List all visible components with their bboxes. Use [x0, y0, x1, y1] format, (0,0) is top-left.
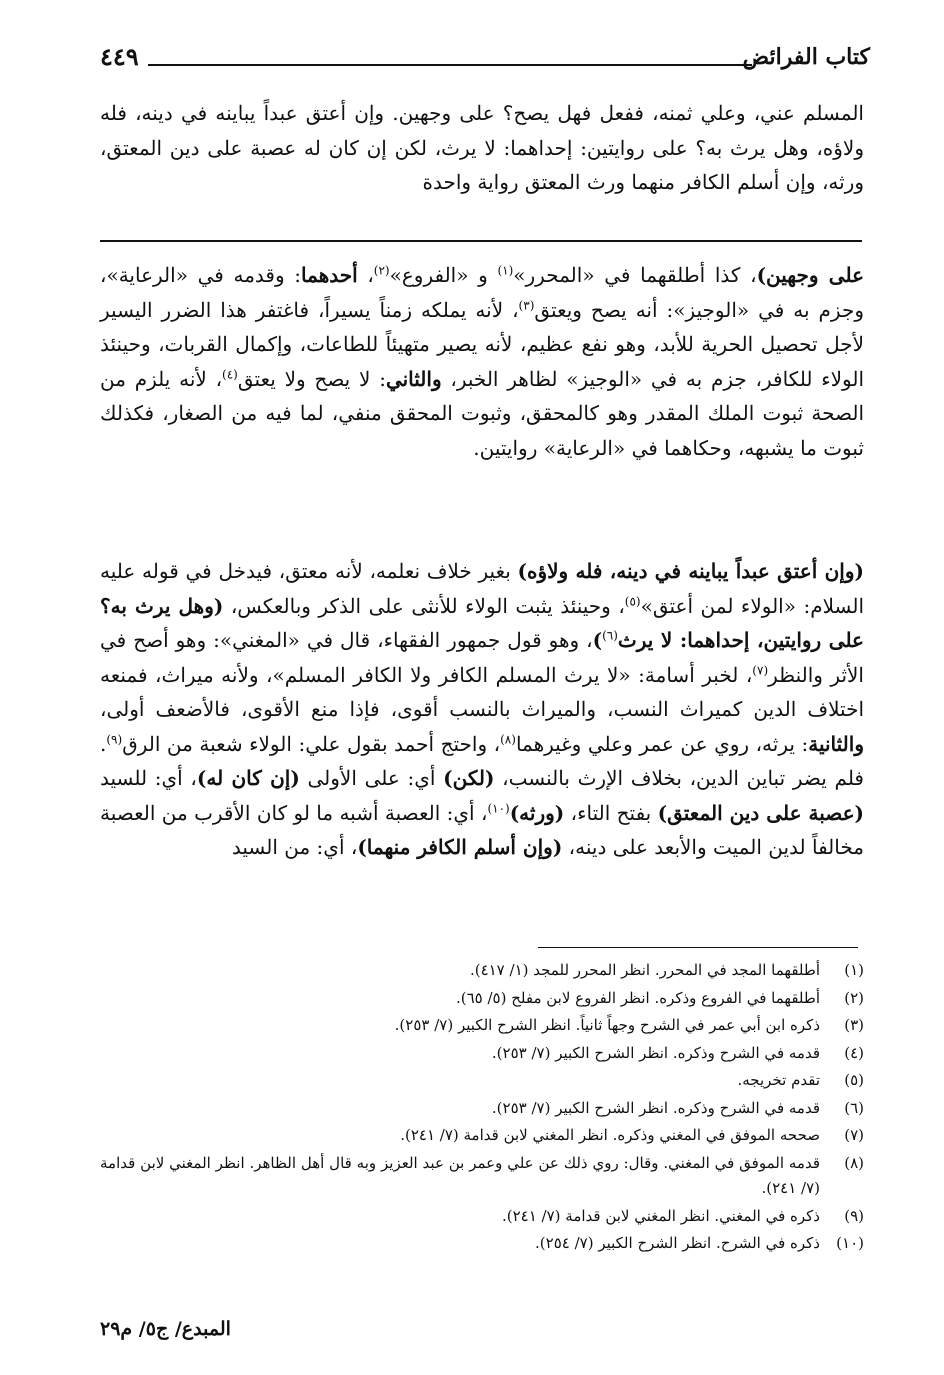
footnote-number: (١٠): [836, 1234, 864, 1252]
commentary-text: ، لخبر أسامة: «لا يرث المسلم الكافر ولا الكافر المسلم»، ولأنه ميراث، فمنعه اختلاف الدين كميراث النسب، والميراث بالنسب أقوى، فإذا منع الأقوى، فالأضعف أولى،: [100, 662, 864, 721]
page-header: [100, 40, 870, 80]
footnote-number: (٤): [844, 1043, 864, 1062]
footnote: [100, 1068, 864, 1094]
footnote-number: (٣): [844, 1016, 864, 1034]
header-rule: [148, 64, 752, 66]
quoted-matn: (إن كان له): [196, 766, 300, 790]
footnote: [100, 1123, 864, 1149]
footnote-text: أطلقهما في الفروع وذكره. انظر الفروع لابن مفلح (٥/ ٦٥).: [455, 988, 820, 1007]
commentary-text: ،: [357, 263, 374, 287]
commentary-text: بغير خلاف نعلمه، لأنه معتق، فيدخل في قوله عليه السلام: «الولاء لمن أعتق»: [100, 559, 864, 618]
footnote: [100, 1231, 864, 1257]
bold-term: والثاني: [385, 366, 442, 391]
footnote: [100, 986, 864, 1012]
commentary-text: ، لأنه يملكه زمناً يسيراً، فاغتفر هذا الضرر اليسير لأجل تحصيل الحرية للأبد، وهو نفع عظيم، لأنه يصير متهيئاً للطاعات، وإكمال القربات، وحينئذ الولاء للكافر، جزم به في «الوجيز» لظاهر الخبر،: [100, 297, 864, 391]
quoted-matn: (عصبة على دين المعتق): [657, 800, 865, 825]
footnote: [100, 1151, 864, 1202]
printer-signature: المبدع/ ج٥/ م٢٩: [100, 1318, 231, 1340]
footnote-number: (٦): [844, 1098, 864, 1117]
footnote-text: قدمه في الشرح وذكره. انظر الشرح الكبير (٧/ ٢٥٣).: [491, 1098, 820, 1117]
footnote-text: ذكره ابن أبي عمر في الشرح وجهاً ثانياً. انظر الشرح الكبير (٧/ ٢٥٣).: [394, 1016, 820, 1034]
footnote-ref: (٨): [500, 731, 516, 746]
footnote-ref: (١٠): [487, 800, 510, 815]
commentary-text: ، وحينئذ يثبت الولاء للأنثى على الذكر وبالعكس،: [223, 593, 625, 618]
footnote-text: صححه الموفق في المغني وذكره. انظر المغني لابن قدامة (٧/ ٢٤١).: [400, 1126, 820, 1144]
footnote: [100, 1204, 864, 1230]
commentary-text: بفتح التاء،: [564, 800, 658, 825]
quoted-matn: (لكن): [443, 766, 495, 790]
footnotes: [100, 958, 864, 1259]
commentary-text: : لا يصح ولا يعتق: [237, 366, 386, 391]
footnote-number: (٧): [844, 1126, 864, 1144]
sharh-paragraph-2: [100, 554, 864, 865]
bold-term: أحدهما: [301, 263, 358, 287]
commentary-text: أي: على الأولى: [299, 766, 444, 790]
commentary-text: ، وهو قول جمهور الفقهاء، قال في «المغني»: وهو أصح في الأثر والنظر: [100, 628, 864, 687]
commentary-text: ، كذا أطلقهما في «المحرر»: [513, 263, 757, 287]
commentary-text: و «الفروع»: [389, 263, 498, 287]
commentary-text: ، واحتج أحمد بقول علي: الولاء شعبة من الرق: [122, 731, 501, 756]
quoted-matn: (وإن أعتق عبداً يباينه في دينه، فله ولاؤه): [517, 559, 864, 583]
commentary-text: : يرثه، روي عن عمر وعلي وغيرهما: [515, 731, 809, 756]
matn-text: المسلم عني، وعلي ثمنه، ففعل فهل يصح؟ على وجهين. وإن أعتق عبداً يباينه في دينه، فله ولاؤه، وهل يرث به؟ على روايتين: إحداهما: لا يرث، لكن إن كان له عصبة على دين المعتق، ورثه، وإن أسلم الكافر منهما ورث المعتق رواية واحدة: [100, 101, 864, 194]
footnote-text: أطلقهما المجد في المحرر. انظر المحرر للمجد (١/ ٤١٧).: [469, 961, 820, 979]
quoted-matn: (وهل يرث به؟ على روايتين، إحداهما: لا يرث: [100, 593, 864, 652]
quoted-matn: (وإن أسلم الكافر منهما): [357, 835, 563, 859]
footnote-ref: (١): [497, 263, 514, 278]
commentary-text: . فلم يضر تباين الدين، بخلاف الإرث بالنسب،: [100, 731, 864, 790]
footnote-number: (٢): [844, 988, 864, 1007]
footnote-text: ذكره في الشرح. انظر الشرح الكبير (٧/ ٢٥٤).: [535, 1234, 820, 1252]
commentary-text: ، أي: من السيد: [231, 835, 358, 859]
quoted-matn: على وجهين): [756, 263, 865, 287]
footnote: [100, 958, 864, 984]
page-number: ٤٤٩: [100, 42, 139, 71]
footnote-ref: (٥): [624, 593, 641, 608]
footnote-number: (٩): [844, 1206, 864, 1225]
footnote: [100, 1013, 864, 1039]
footnote-rule: [538, 947, 858, 948]
quoted-matn: ): [592, 628, 603, 652]
commentary-text: ، أي: للسيد: [100, 766, 197, 790]
commentary-text: : وقدمه في «الرعاية»، وجزم به في «الوجيز»: أنه يصح ويعتق: [100, 263, 864, 322]
bold-term: والثانية: [808, 731, 864, 756]
book-title: كتاب الفرائض: [742, 44, 870, 70]
footnote-text: قدمه في الشرح وذكره. انظر الشرح الكبير (٧/ ٢٥٣).: [491, 1043, 820, 1062]
quoted-matn: (ورثه): [509, 800, 565, 825]
commentary-text: ، لأنه يلزم من الصحة ثبوت الملك المقدر وهو كالمحقق، وثبوت المحقق منفي، لما فيه من الصغار، فكذلك ثبوت ما يشبهه، وحكاهما في «الرعاية» روايتين.: [100, 366, 864, 460]
footnote-number: (١): [844, 961, 864, 979]
sharh-paragraph-1: [100, 258, 864, 465]
footnote-number: (٥): [844, 1071, 864, 1089]
footnote-text: تقدم تخريجه.: [737, 1071, 820, 1089]
footnote-ref: (٢): [373, 263, 390, 278]
footnote-ref: (٦): [602, 628, 618, 643]
footnote-ref: (٩): [106, 731, 123, 746]
footnote-text: ذكره في المغني. انظر المغني لابن قدامة (٧/ ٢٤١).: [501, 1206, 820, 1225]
commentary-text: ، أي: العصبة أشبه ما لو كان الأقرب من العصبة مخالفاً لدين الميت والأبعد على دينه،: [100, 800, 864, 859]
footnote-ref: (٣): [518, 297, 535, 312]
footnote-ref: (٤): [222, 366, 238, 381]
matn-separator: [100, 240, 862, 242]
footnote-ref: (٧): [752, 662, 769, 677]
footnote: [100, 1096, 864, 1122]
footnote-text: قدمه الموفق في المغني. وقال: روي ذلك عن علي وعمر بن عبد العزيز وبه قال أهل الظاهر. انظر المغني لابن قدامة (٧/ ٢٤١).: [100, 1153, 820, 1197]
footnote-number: (٨): [844, 1153, 864, 1172]
footnote: [100, 1041, 864, 1067]
